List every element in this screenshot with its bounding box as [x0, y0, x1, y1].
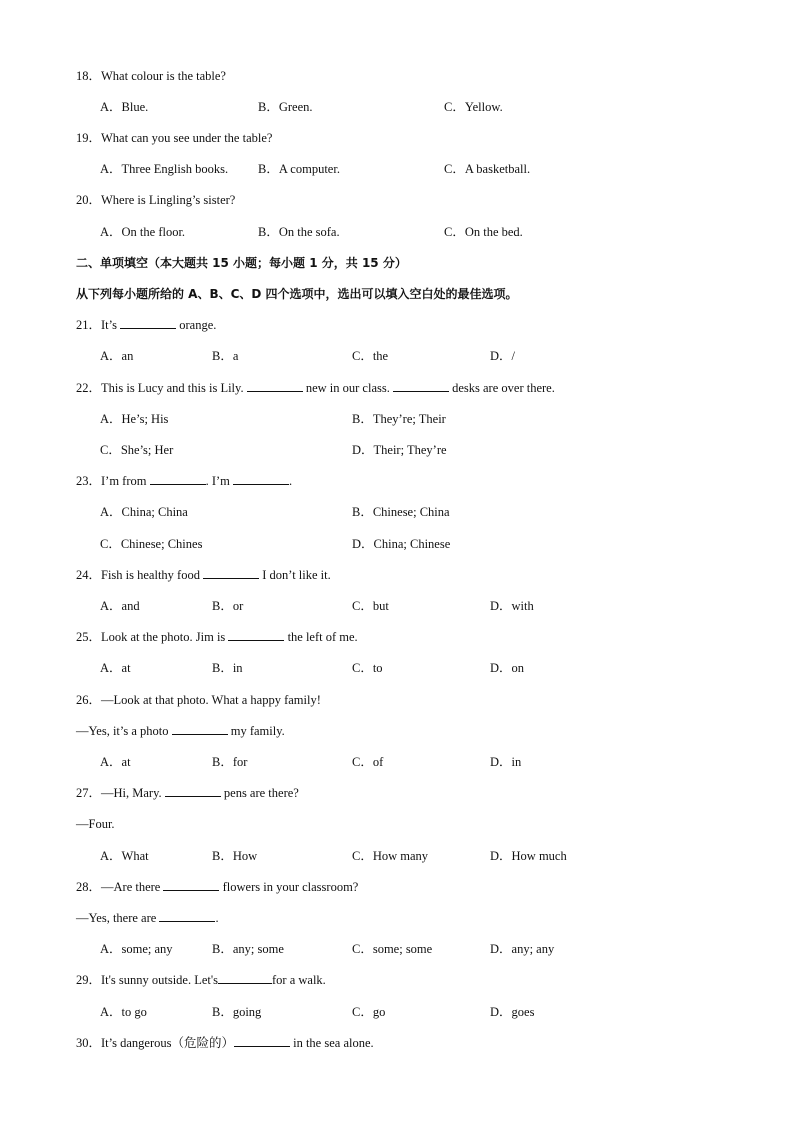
answer-blank	[234, 1035, 290, 1047]
question-26-reply	[76, 723, 285, 739]
answer-blank	[218, 972, 272, 984]
q28-text-pre2: —Yes, there are	[76, 911, 160, 925]
answer-blank	[393, 380, 449, 392]
q22-text-post: desks are over there.	[448, 381, 555, 395]
q30-text-pre: 30．It’s dangerous（危险的）	[76, 1036, 234, 1050]
q23-option-a[interactable]: A．China; China	[100, 505, 188, 519]
q26-option-d[interactable]: D．in	[490, 755, 522, 769]
q26-option-c[interactable]: C．of	[352, 755, 384, 769]
question-29	[76, 972, 326, 988]
q29-option-d[interactable]: D．goes	[490, 1005, 535, 1019]
q22-text-mid: new in our class.	[302, 381, 393, 395]
q22-option-d[interactable]: D．Their; They’re	[352, 443, 447, 457]
q21-option-d[interactable]: D．/	[490, 349, 516, 363]
q21-text-post: orange.	[176, 318, 217, 332]
section-instruction: 从下列每小题所给的 A、B、C、D 四个选项中，选出可以填入空白处的最佳选项。	[76, 287, 518, 301]
answer-blank	[203, 567, 259, 579]
answer-blank	[172, 723, 228, 735]
q26-text-post: my family.	[227, 724, 285, 738]
section-title: 二、单项填空（本大题共 15 小题；每小题 1 分，共 15 分）	[76, 256, 407, 270]
q28-option-a[interactable]: A．some; any	[100, 942, 173, 956]
q18-option-b[interactable]: B．Green.	[258, 100, 313, 114]
q20-option-a[interactable]: A．On the floor.	[100, 225, 186, 239]
q29-text-pre: 29．It's sunny outside. Let's	[76, 973, 218, 987]
question-20: 20．Where is Lingling’s sister?	[76, 193, 236, 207]
q23-option-d[interactable]: D．China; Chinese	[352, 537, 451, 551]
question-23	[76, 473, 292, 489]
q22-text-pre: 22．This is Lucy and this is Lily.	[76, 381, 247, 395]
q19-option-b[interactable]: B．A computer.	[258, 162, 340, 176]
q24-option-d[interactable]: D．with	[490, 599, 534, 613]
q24-text-pre: 24．Fish is healthy food	[76, 568, 204, 582]
answer-blank	[163, 879, 219, 891]
answer-blank	[165, 785, 221, 797]
q25-option-d[interactable]: D．on	[490, 661, 525, 675]
q21-option-c[interactable]: C．the	[352, 349, 389, 363]
q27-option-a[interactable]: A．What	[100, 849, 149, 863]
q28-option-d[interactable]: D．any; any	[490, 942, 555, 956]
q22-option-a[interactable]: A．He’s; His	[100, 412, 169, 426]
q27-text-post: pens are there?	[220, 786, 299, 800]
question-28	[76, 879, 358, 895]
q29-text-post: for a walk.	[272, 973, 326, 987]
q29-option-c[interactable]: C．go	[352, 1005, 386, 1019]
q23-text-mid: . I’m	[205, 474, 234, 488]
q23-text-pre: 23．I’m from	[76, 474, 150, 488]
question-26: 26．—Look at that photo. What a happy family!	[76, 693, 321, 707]
q20-option-b[interactable]: B．On the sofa.	[258, 225, 340, 239]
q28-text-post: flowers in your classroom?	[219, 880, 359, 894]
q26-option-b[interactable]: B．for	[212, 755, 248, 769]
q26-option-a[interactable]: A．at	[100, 755, 131, 769]
q21-text-pre: 21．It’s	[76, 318, 121, 332]
question-21	[76, 317, 216, 333]
answer-blank	[228, 629, 284, 641]
question-25	[76, 629, 358, 645]
q18-option-a[interactable]: A．Blue.	[100, 100, 149, 114]
q23-option-c[interactable]: C．Chinese; Chines	[100, 537, 203, 551]
q23-text-post: .	[289, 474, 293, 488]
q19-option-c[interactable]: C．A basketball.	[444, 162, 531, 176]
q28-option-c[interactable]: C．some; some	[352, 942, 433, 956]
answer-blank	[159, 910, 215, 922]
q18-option-c[interactable]: C．Yellow.	[444, 100, 503, 114]
q21-option-a[interactable]: A．an	[100, 349, 134, 363]
q25-option-a[interactable]: A．at	[100, 661, 131, 675]
q29-option-a[interactable]: A．to go	[100, 1005, 147, 1019]
q27-option-b[interactable]: B．How	[212, 849, 258, 863]
question-19: 19．What can you see under the table?	[76, 131, 273, 145]
q27-text-pre: 27．—Hi, Mary.	[76, 786, 165, 800]
answer-blank	[247, 380, 303, 392]
q25-option-b[interactable]: B．in	[212, 661, 243, 675]
q28-option-b[interactable]: B．any; some	[212, 942, 284, 956]
q27-option-d[interactable]: D．How much	[490, 849, 567, 863]
question-27	[76, 785, 299, 801]
q29-option-b[interactable]: B．going	[212, 1005, 262, 1019]
q22-option-b[interactable]: B．They’re; Their	[352, 412, 446, 426]
answer-blank	[120, 317, 176, 329]
question-22	[76, 380, 555, 396]
q25-text-pre: 25．Look at the photo. Jim is	[76, 630, 229, 644]
q19-option-a[interactable]: A．Three English books.	[100, 162, 229, 176]
q25-option-c[interactable]: C．to	[352, 661, 383, 675]
answer-blank	[150, 473, 206, 485]
question-27-reply: —Four.	[76, 817, 115, 831]
question-28-reply	[76, 910, 219, 926]
question-24	[76, 567, 331, 583]
q24-option-c[interactable]: C．but	[352, 599, 389, 613]
q24-text-post: I don’t like it.	[259, 568, 331, 582]
q24-option-b[interactable]: B．or	[212, 599, 244, 613]
q28-text-post2: .	[215, 911, 219, 925]
question-18: 18．What colour is the table?	[76, 69, 226, 83]
q30-text-post: in the sea alone.	[289, 1036, 374, 1050]
question-30	[76, 1035, 374, 1051]
q20-option-c[interactable]: C．On the bed.	[444, 225, 523, 239]
q21-option-b[interactable]: B．a	[212, 349, 239, 363]
q25-text-post: the left of me.	[284, 630, 358, 644]
q26-text-pre: —Yes, it’s a photo	[76, 724, 172, 738]
q28-text-pre: 28．—Are there	[76, 880, 164, 894]
q27-option-c[interactable]: C．How many	[352, 849, 429, 863]
q23-option-b[interactable]: B．Chinese; China	[352, 505, 450, 519]
q22-option-c[interactable]: C．She’s; Her	[100, 443, 174, 457]
q24-option-a[interactable]: A．and	[100, 599, 140, 613]
answer-blank	[233, 473, 289, 485]
